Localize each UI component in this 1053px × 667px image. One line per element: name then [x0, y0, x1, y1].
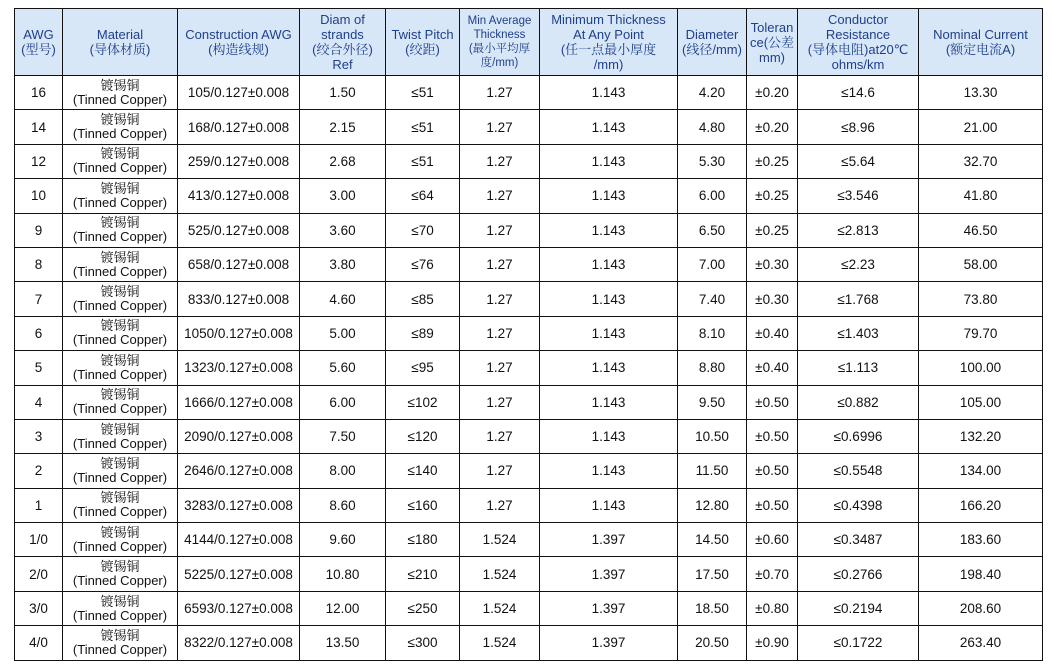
table-row — [15, 247, 1043, 281]
cell-min-thickness-any-point: 1.397 — [540, 523, 678, 557]
cell-nominal-current: 46.50 — [919, 213, 1043, 247]
cell-diameter: 9.50 — [678, 385, 747, 419]
material-name-zh: 镀锡铜 — [100, 387, 140, 403]
cell-min-thickness-any-point: 1.143 — [540, 351, 678, 385]
cell-conductor-resistance: ≤2.813 — [798, 213, 919, 247]
header-line: (绞距) — [405, 42, 440, 57]
material-name-en: (Tinned Copper) — [72, 469, 168, 485]
cell-nominal-current: 183.60 — [919, 523, 1043, 557]
cell-diam-strands: 10.80 — [300, 557, 386, 591]
header-diameter — [678, 9, 747, 76]
table-row — [15, 179, 1043, 213]
cell-construction: 658/0.127±0.008 — [178, 247, 300, 281]
header-line: Resistance — [825, 27, 891, 42]
cell-min-thickness-any-point: 1.397 — [540, 591, 678, 625]
cell-tolerance: ±0.50 — [747, 419, 798, 453]
material-name-en: (Tinned Copper) — [72, 160, 168, 176]
cell-twist-pitch: ≤102 — [386, 385, 460, 419]
cell-twist-pitch: ≤89 — [386, 316, 460, 350]
cell-tolerance: ±0.70 — [747, 557, 798, 591]
cell-tolerance: ±0.25 — [747, 213, 798, 247]
material-name-en: (Tinned Copper) — [72, 504, 168, 520]
cell-min-thickness-any-point: 1.143 — [540, 144, 678, 178]
material-name-zh: 镀锡铜 — [100, 455, 140, 471]
cell-diameter: 7.00 — [678, 247, 747, 281]
cell-min-average-thickness: 1.27 — [460, 213, 540, 247]
cell-min-thickness-any-point: 1.143 — [540, 282, 678, 316]
cell-conductor-resistance: ≤2.23 — [798, 247, 919, 281]
cell-min-average-thickness: 1.524 — [460, 626, 540, 660]
material-name-en: (Tinned Copper) — [72, 263, 168, 279]
header-line: (型号) — [21, 42, 56, 57]
cell-awg: 6 — [15, 316, 63, 350]
cell-twist-pitch: ≤51 — [386, 76, 460, 110]
header-line: /mm) — [593, 57, 624, 72]
cell-awg: 4 — [15, 385, 63, 419]
table-row — [15, 385, 1043, 419]
cell-min-average-thickness: 1.27 — [460, 454, 540, 488]
header-line: ce(公差 — [749, 34, 795, 50]
cell-material — [63, 213, 178, 247]
cell-nominal-current: 100.00 — [919, 351, 1043, 385]
cell-min-thickness-any-point: 1.143 — [540, 385, 678, 419]
cell-diam-strands: 3.80 — [300, 247, 386, 281]
cell-conductor-resistance: ≤8.96 — [798, 110, 919, 144]
cell-construction: 8322/0.127±0.008 — [178, 626, 300, 660]
cell-min-average-thickness: 1.524 — [460, 557, 540, 591]
header-construction — [178, 9, 300, 76]
cell-tolerance: ±0.20 — [747, 76, 798, 110]
material-name-zh: 镀锡铜 — [100, 559, 140, 575]
cell-tolerance: ±0.25 — [747, 144, 798, 178]
cell-material — [63, 247, 178, 281]
cell-min-thickness-any-point: 1.397 — [540, 557, 678, 591]
cell-diam-strands: 5.60 — [300, 351, 386, 385]
cell-conductor-resistance: ≤0.6996 — [798, 419, 919, 453]
header-line: Ref — [332, 57, 353, 72]
table-row — [15, 454, 1043, 488]
cell-diameter: 5.30 — [678, 144, 747, 178]
cell-tolerance: ±0.25 — [747, 179, 798, 213]
material-name-en: (Tinned Copper) — [72, 298, 168, 314]
material-name-zh: 镀锡铜 — [100, 112, 140, 128]
material-name-zh: 镀锡铜 — [100, 490, 140, 506]
cell-material — [63, 316, 178, 350]
header-line: 度/mm) — [480, 57, 519, 69]
material-name-en: (Tinned Copper) — [72, 229, 168, 245]
cell-diam-strands: 13.50 — [300, 626, 386, 660]
cell-awg: 7 — [15, 282, 63, 316]
header-diam-strands — [300, 9, 386, 76]
cell-awg: 5 — [15, 351, 63, 385]
cell-min-average-thickness: 1.27 — [460, 282, 540, 316]
cell-diameter: 6.50 — [678, 213, 747, 247]
cell-material — [63, 76, 178, 110]
cell-tolerance: ±0.30 — [747, 282, 798, 316]
cell-twist-pitch: ≤85 — [386, 282, 460, 316]
cell-awg: 12 — [15, 144, 63, 178]
cell-diameter: 11.50 — [678, 454, 747, 488]
cell-awg: 14 — [15, 110, 63, 144]
cell-material — [63, 557, 178, 591]
header-line: Twist Pitch — [391, 27, 454, 42]
cell-twist-pitch: ≤51 — [386, 144, 460, 178]
table-row — [15, 557, 1043, 591]
cell-nominal-current: 13.30 — [919, 76, 1043, 110]
cable-spec-table — [14, 8, 1043, 661]
spec-sheet — [14, 8, 1043, 661]
cell-min-thickness-any-point: 1.143 — [540, 316, 678, 350]
cell-min-average-thickness: 1.27 — [460, 179, 540, 213]
cell-diameter: 4.80 — [678, 110, 747, 144]
table-row — [15, 523, 1043, 557]
cell-material — [63, 626, 178, 660]
cell-twist-pitch: ≤95 — [386, 351, 460, 385]
header-line: ohms/km — [831, 57, 885, 72]
header-tolerance — [747, 9, 798, 76]
cell-material — [63, 351, 178, 385]
cell-diam-strands: 8.60 — [300, 488, 386, 522]
cell-diameter: 18.50 — [678, 591, 747, 625]
header-line: (绞合外径) — [312, 42, 373, 57]
header-material — [63, 9, 178, 76]
header-line: Minimum Thickness — [551, 12, 666, 27]
cell-construction: 4144/0.127±0.008 — [178, 523, 300, 557]
header-line: Construction AWG — [185, 27, 292, 42]
header-line: strands — [321, 27, 364, 42]
header-line: (额定电流A) — [945, 42, 1016, 57]
cell-min-thickness-any-point: 1.143 — [540, 488, 678, 522]
material-name-en: (Tinned Copper) — [72, 194, 168, 210]
cell-twist-pitch: ≤120 — [386, 419, 460, 453]
cell-nominal-current: 263.40 — [919, 626, 1043, 660]
header-line: (任一点最小厚度 — [560, 42, 657, 57]
cell-diam-strands: 3.00 — [300, 179, 386, 213]
cell-conductor-resistance: ≤3.546 — [798, 179, 919, 213]
cell-construction: 105/0.127±0.008 — [178, 76, 300, 110]
material-name-zh: 镀锡铜 — [100, 77, 140, 93]
cell-twist-pitch: ≤140 — [386, 454, 460, 488]
cell-diameter: 12.80 — [678, 488, 747, 522]
cell-min-thickness-any-point: 1.143 — [540, 110, 678, 144]
material-name-zh: 镀锡铜 — [100, 593, 140, 609]
cell-twist-pitch: ≤180 — [386, 523, 460, 557]
cell-twist-pitch: ≤51 — [386, 110, 460, 144]
cell-awg: 1 — [15, 488, 63, 522]
cell-awg: 1/0 — [15, 523, 63, 557]
cell-material — [63, 110, 178, 144]
cell-awg: 2/0 — [15, 557, 63, 591]
header-nominal-current — [919, 9, 1043, 76]
material-name-en: (Tinned Copper) — [72, 435, 168, 451]
cell-construction: 2090/0.127±0.008 — [178, 419, 300, 453]
header-twist-pitch — [386, 9, 460, 76]
material-name-zh: 镀锡铜 — [100, 318, 140, 334]
cell-diameter: 7.40 — [678, 282, 747, 316]
cell-twist-pitch: ≤160 — [386, 488, 460, 522]
material-name-en: (Tinned Copper) — [72, 332, 168, 348]
cell-awg: 8 — [15, 247, 63, 281]
cell-construction: 5225/0.127±0.008 — [178, 557, 300, 591]
cell-diameter: 8.80 — [678, 351, 747, 385]
cell-awg: 3/0 — [15, 591, 63, 625]
cell-nominal-current: 21.00 — [919, 110, 1043, 144]
cell-min-average-thickness: 1.27 — [460, 419, 540, 453]
material-name-en: (Tinned Copper) — [72, 573, 168, 589]
header-line: Nominal Current — [933, 27, 1028, 42]
header-line: (线径/mm) — [682, 42, 742, 57]
cell-min-thickness-any-point: 1.143 — [540, 454, 678, 488]
table-row — [15, 110, 1043, 144]
header-line: (构造线规) — [208, 42, 269, 57]
cell-awg: 16 — [15, 76, 63, 110]
cell-awg: 3 — [15, 419, 63, 453]
header-line: (导体电阻)at20℃ — [807, 42, 909, 57]
cell-nominal-current: 32.70 — [919, 144, 1043, 178]
table-row — [15, 76, 1043, 110]
cell-twist-pitch: ≤64 — [386, 179, 460, 213]
header-line: Conductor — [828, 12, 888, 27]
material-name-en: (Tinned Copper) — [72, 366, 168, 382]
cell-diam-strands: 6.00 — [300, 385, 386, 419]
table-row — [15, 282, 1043, 316]
header-line: At Any Point — [573, 27, 644, 42]
cell-min-average-thickness: 1.27 — [460, 316, 540, 350]
cell-twist-pitch: ≤70 — [386, 213, 460, 247]
cell-material — [63, 419, 178, 453]
cell-conductor-resistance: ≤0.1722 — [798, 626, 919, 660]
cell-nominal-current: 132.20 — [919, 419, 1043, 453]
material-name-zh: 镀锡铜 — [100, 180, 140, 196]
cell-nominal-current: 166.20 — [919, 488, 1043, 522]
cell-material — [63, 523, 178, 557]
cell-tolerance: ±0.50 — [747, 488, 798, 522]
cell-tolerance: ±0.60 — [747, 523, 798, 557]
header-row — [15, 9, 1043, 76]
cell-diam-strands: 2.15 — [300, 110, 386, 144]
material-name-zh: 镀锡铜 — [100, 249, 140, 265]
cell-tolerance: ±0.20 — [747, 110, 798, 144]
cell-nominal-current: 105.00 — [919, 385, 1043, 419]
cell-min-thickness-any-point: 1.143 — [540, 76, 678, 110]
cell-tolerance: ±0.40 — [747, 351, 798, 385]
cell-construction: 413/0.127±0.008 — [178, 179, 300, 213]
cell-nominal-current: 198.40 — [919, 557, 1043, 591]
cell-min-average-thickness: 1.27 — [460, 144, 540, 178]
material-name-zh: 镀锡铜 — [100, 627, 140, 643]
cell-construction: 1666/0.127±0.008 — [178, 385, 300, 419]
cell-construction: 833/0.127±0.008 — [178, 282, 300, 316]
table-body — [15, 76, 1043, 661]
cell-conductor-resistance: ≤1.768 — [798, 282, 919, 316]
cell-construction: 525/0.127±0.008 — [178, 213, 300, 247]
cell-min-thickness-any-point: 1.143 — [540, 179, 678, 213]
header-line: Thickness — [473, 29, 526, 41]
material-name-en: (Tinned Copper) — [72, 607, 168, 623]
header-min-average-thickness — [460, 9, 540, 76]
table-row — [15, 488, 1043, 522]
cell-material — [63, 179, 178, 213]
cell-min-average-thickness: 1.524 — [460, 523, 540, 557]
cell-conductor-resistance: ≤0.2766 — [798, 557, 919, 591]
material-name-en: (Tinned Copper) — [72, 538, 168, 554]
cell-min-thickness-any-point: 1.397 — [540, 626, 678, 660]
cell-diameter: 4.20 — [678, 76, 747, 110]
cell-conductor-resistance: ≤0.5548 — [798, 454, 919, 488]
header-line: Material — [96, 27, 144, 42]
table-row — [15, 316, 1043, 350]
cell-diameter: 10.50 — [678, 419, 747, 453]
cell-nominal-current: 73.80 — [919, 282, 1043, 316]
cell-diam-strands: 9.60 — [300, 523, 386, 557]
cell-material — [63, 591, 178, 625]
table-row — [15, 213, 1043, 247]
cell-conductor-resistance: ≤1.403 — [798, 316, 919, 350]
cell-min-average-thickness: 1.524 — [460, 591, 540, 625]
table-header — [15, 9, 1043, 76]
header-min-thickness-any-point — [540, 9, 678, 76]
cell-diameter: 14.50 — [678, 523, 747, 557]
cell-conductor-resistance: ≤0.882 — [798, 385, 919, 419]
cell-tolerance: ±0.40 — [747, 316, 798, 350]
header-line: (导体材质) — [89, 42, 151, 57]
cell-construction: 2646/0.127±0.008 — [178, 454, 300, 488]
cell-nominal-current: 58.00 — [919, 247, 1043, 281]
header-line: AWG — [23, 27, 54, 42]
header-line: mm) — [759, 49, 785, 65]
cell-awg: 10 — [15, 179, 63, 213]
cell-construction: 168/0.127±0.008 — [178, 110, 300, 144]
cell-awg: 9 — [15, 213, 63, 247]
cell-diameter: 6.00 — [678, 179, 747, 213]
header-line: Diameter — [685, 27, 739, 42]
header-line: Min Average — [467, 15, 532, 27]
cell-material — [63, 385, 178, 419]
material-name-en: (Tinned Copper) — [72, 401, 168, 417]
cell-material — [63, 144, 178, 178]
cell-twist-pitch: ≤250 — [386, 591, 460, 625]
cell-conductor-resistance: ≤0.2194 — [798, 591, 919, 625]
table-row — [15, 591, 1043, 625]
table-row — [15, 144, 1043, 178]
cell-diam-strands: 4.60 — [300, 282, 386, 316]
cell-min-average-thickness: 1.27 — [460, 76, 540, 110]
table-row — [15, 626, 1043, 660]
material-name-en: (Tinned Copper) — [72, 126, 168, 142]
cell-conductor-resistance: ≤5.64 — [798, 144, 919, 178]
cell-nominal-current: 79.70 — [919, 316, 1043, 350]
cell-construction: 259/0.127±0.008 — [178, 144, 300, 178]
cell-construction: 6593/0.127±0.008 — [178, 591, 300, 625]
cell-material — [63, 282, 178, 316]
cell-conductor-resistance: ≤0.4398 — [798, 488, 919, 522]
cell-construction: 1050/0.127±0.008 — [178, 316, 300, 350]
cell-min-thickness-any-point: 1.143 — [540, 247, 678, 281]
cell-diam-strands: 12.00 — [300, 591, 386, 625]
cell-diam-strands: 2.68 — [300, 144, 386, 178]
cell-twist-pitch: ≤300 — [386, 626, 460, 660]
cell-material — [63, 454, 178, 488]
cell-diameter: 20.50 — [678, 626, 747, 660]
header-line: Diam of — [320, 12, 365, 27]
cell-nominal-current: 41.80 — [919, 179, 1043, 213]
cell-tolerance: ±0.50 — [747, 385, 798, 419]
header-line: Toleran — [750, 19, 794, 35]
cell-tolerance: ±0.80 — [747, 591, 798, 625]
cell-min-average-thickness: 1.27 — [460, 488, 540, 522]
cell-nominal-current: 134.00 — [919, 454, 1043, 488]
cell-twist-pitch: ≤76 — [386, 247, 460, 281]
cell-min-average-thickness: 1.27 — [460, 110, 540, 144]
cell-min-average-thickness: 1.27 — [460, 385, 540, 419]
material-name-en: (Tinned Copper) — [72, 641, 168, 657]
material-name-zh: 镀锡铜 — [100, 421, 140, 437]
cell-tolerance: ±0.90 — [747, 626, 798, 660]
cell-awg: 2 — [15, 454, 63, 488]
material-name-zh: 镀锡铜 — [100, 352, 140, 368]
cell-min-thickness-any-point: 1.143 — [540, 419, 678, 453]
cell-diam-strands: 3.60 — [300, 213, 386, 247]
material-name-zh: 镀锡铜 — [100, 146, 140, 162]
table-row — [15, 351, 1043, 385]
cell-diameter: 17.50 — [678, 557, 747, 591]
cell-tolerance: ±0.50 — [747, 454, 798, 488]
cell-awg: 4/0 — [15, 626, 63, 660]
material-name-zh: 镀锡铜 — [100, 284, 140, 300]
cell-diam-strands: 1.50 — [300, 76, 386, 110]
header-conductor-resistance — [798, 9, 919, 76]
cell-min-average-thickness: 1.27 — [460, 247, 540, 281]
cell-min-thickness-any-point: 1.143 — [540, 213, 678, 247]
material-name-zh: 镀锡铜 — [100, 215, 140, 231]
cell-diam-strands: 8.00 — [300, 454, 386, 488]
cell-nominal-current: 208.60 — [919, 591, 1043, 625]
cell-min-average-thickness: 1.27 — [460, 351, 540, 385]
table-row — [15, 419, 1043, 453]
cell-construction: 1323/0.127±0.008 — [178, 351, 300, 385]
cell-material — [63, 488, 178, 522]
header-line: (最小平均厚 — [468, 43, 531, 55]
cell-diameter: 8.10 — [678, 316, 747, 350]
cell-diam-strands: 7.50 — [300, 419, 386, 453]
cell-conductor-resistance: ≤1.113 — [798, 351, 919, 385]
cell-twist-pitch: ≤210 — [386, 557, 460, 591]
cell-conductor-resistance: ≤0.3487 — [798, 523, 919, 557]
cell-construction: 3283/0.127±0.008 — [178, 488, 300, 522]
header-awg — [15, 9, 63, 76]
cell-conductor-resistance: ≤14.6 — [798, 76, 919, 110]
material-name-en: (Tinned Copper) — [72, 91, 168, 107]
material-name-zh: 镀锡铜 — [100, 524, 140, 540]
cell-diam-strands: 5.00 — [300, 316, 386, 350]
cell-tolerance: ±0.30 — [747, 247, 798, 281]
